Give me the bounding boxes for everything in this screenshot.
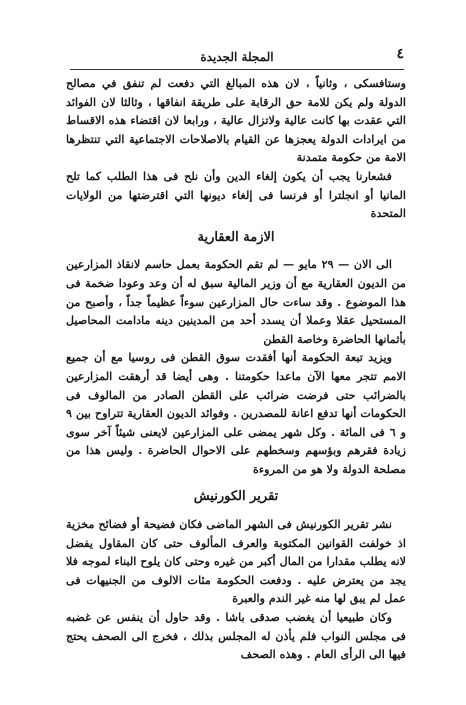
- paragraph: ويزيد تبعة الحكومة أنها أفقدت سوق القطن فى روسيا مع أن جميع الامم تتجر معها الآن ماعدا حكومتنا . وهى أيضا قد أرهقت المزارعين بالضرائب حتى فرضت ضرائب على القطن الصادر من المالوف فى الحكومات أنها تدفع اعانة للمصدرين . وفوائد الديون العقارية تتراوح بين ٩ و ٦ فى المائة . وكل شهر يمضى على المزارعين لايعنى شيئاً آخر سوى زيادة فقرهم وبؤسهم وسخطهم على الاحوال الحاضرة . وليس هذا من مصلحة الدولة ولا هو من المروءة: [66, 350, 406, 476]
- paragraph: نشر تقرير الكورنيش فى الشهر الماضى فكان فضيحة أو فضائح مخزية اذ خولفت القوانين المكتوبة والعرف المألوف حتى كان المقاول يفضل لانه يطلب مقدارا من المال أكبر من غيره وحتى كان يلوح البناء لموجه فلا يجد من يعترض عليه . ودفعت الحكومة مئات الالوف من الجنيهات فى عمل لم يبق لها منه غير الندم والعبرة: [66, 517, 406, 606]
- article-body: [66, 74, 406, 664]
- paragraph: وستافسكى ، وثانياً ، لان هذه المبالغ التي دفعت لم تنفق في مصالح الدولة ولم يكن للامة حق الرقابة على طريقة انفاقها ، وثالثا لان الفوائد التي عقدت بها كانت عالية ولاتزال عالية ، ورابعا لان اقتضاء هذه الاقساط من ايرادات الدولة يعجزها عن القيام بالاصلاحات الاجتماعية التي تنتظرها الامة من حكومة متمدنة: [66, 76, 406, 165]
- section-heading: تقرير الكورنيش: [193, 489, 279, 505]
- header-divider: [70, 69, 404, 70]
- paragraph: الى الان — ٢٩ مايو — لم تقم الحكومة بعمل حاسم لانقاذ المزارعين من الديون العقارية مع أن وزير المالية سبق له أن وعد وعودا ضخمة فى هذا الموضوع . وقد ساءت حال المزارعين سوءاً عظيماً جداً ، وأصبح من المستحيل عقلا وعملا أن يسدد أحد من المدينين دينه مادامت المحاصيل بأثمانها الحاضرة وخاصة القطن: [66, 257, 406, 346]
- page-number: ٤: [396, 46, 404, 62]
- section-heading: الازمة العقارية: [197, 229, 275, 245]
- paragraph: فشعارنا يجب أن يكون إلغاء الدين وأن نلح فى هذا الطلب كما تلح المانيا أو انجلترا أو فرنسا فى إلغاء ديونها التي اقترضتها من الولايات المتحدة: [66, 168, 406, 221]
- page-header: [70, 46, 404, 68]
- paragraph: وكان طبيعيا أن يغضب صدقى باشا . وقد حاول أن ينفس عن غضبه فى مجلس النواب فلم يأذن له المجلس بذلك ، فخرج الى الصحف يحتج فيها الى الرأى العام . وهذه الصحف: [66, 610, 406, 662]
- journal-title: المجلة الجديدة: [200, 50, 274, 64]
